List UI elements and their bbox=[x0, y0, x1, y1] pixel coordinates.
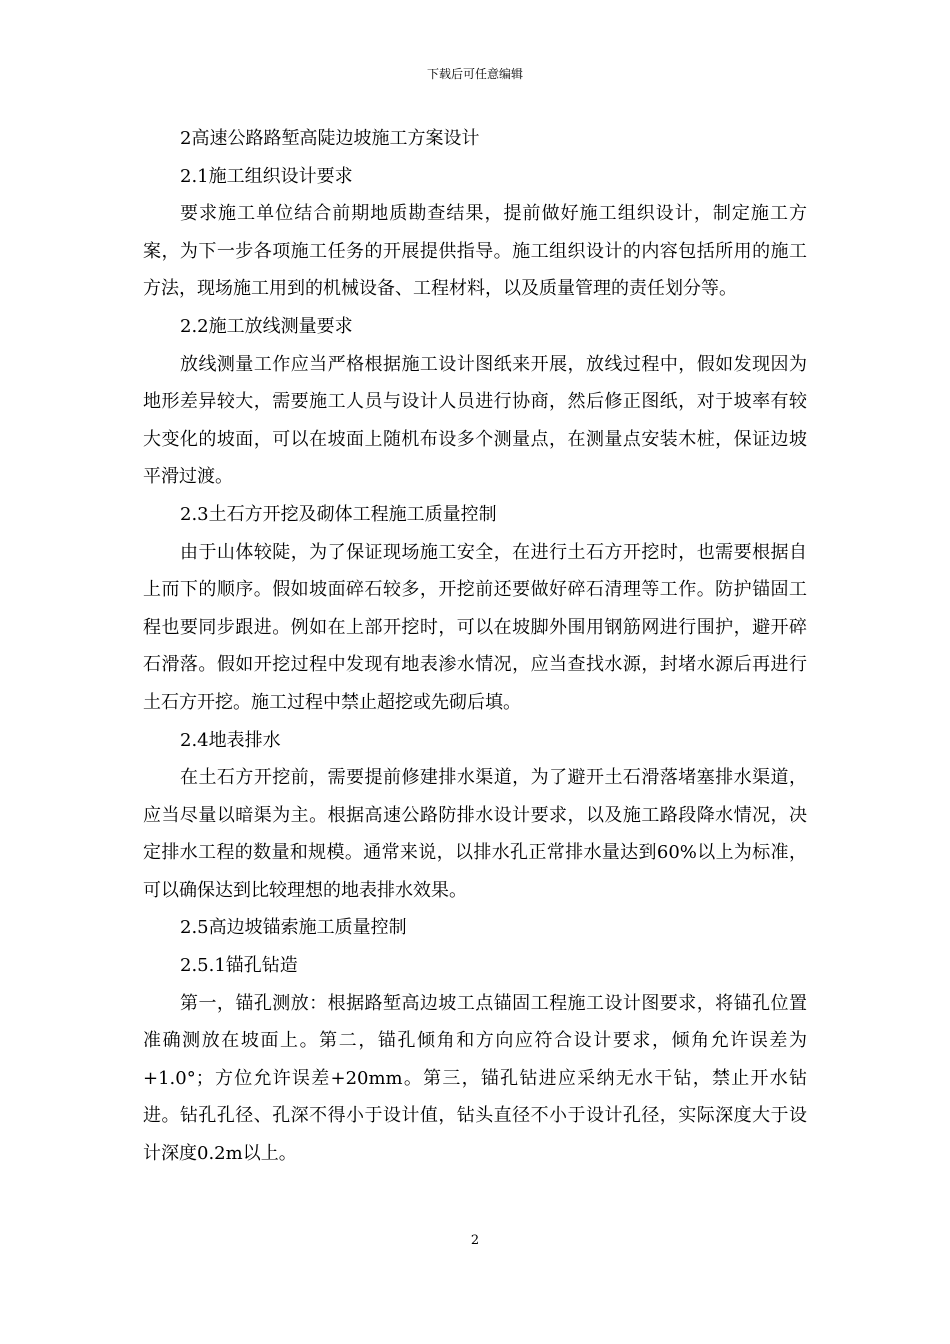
section-heading-2-5: 2.5高边坡锚索施工质量控制 bbox=[180, 917, 407, 939]
paragraph-2-3: 由于山体较陡，为了保证现场施工安全，在进行土石方开挖时，也需要根据自上而下的顺序。假如坡面碎石较多，开挖前还要做好碎石清理等工作。防护锚固工程也要同步跟进。例如在上部开挖时，可以在坡脚外围用钢筋网进行围护，避开碎石滑落。假如开挖过程中发现有地表渗水情况，应当查找水源，封堵水源后再进行土石方开挖。施工过程中禁止超挖或先砌后填。 bbox=[143, 541, 807, 713]
paragraph-2-2: 放线测量工作应当严格根据施工设计图纸来开展，放线过程中，假如发现因为地形差异较大，需要施工人员与设计人员进行协商，然后修正图纸，对于坡率有较大变化的坡面，可以在坡面上随机布设多个测量点，在测量点安装木桩，保证边坡平滑过渡。 bbox=[143, 353, 807, 488]
section-heading-2-4: 2.4地表排水 bbox=[180, 729, 281, 751]
section-heading-2-2: 2.2施工放线测量要求 bbox=[180, 315, 353, 337]
paragraph-2-5-1: 第一，锚孔测放：根据路堑高边坡工点锚固工程施工设计图要求，将锚孔位置准确测放在坡面上。第二，锚孔倾角和方向应符合设计要求，倾角允许误差为+1.0°；方位允许误差+20mm。第三，锚孔钻进应采纳无水干钻，禁止开水钻进。钻孔孔径、孔深不得小于设计值，钻头直径不小于设计孔径，实际深度大于设计深度0.2m以上。 bbox=[143, 992, 807, 1165]
page-header: 下载后可任意编辑 bbox=[426, 67, 523, 81]
paragraph-2-1: 要求施工单位结合前期地质勘查结果，提前做好施工组织设计，制定施工方案，为下一步各项施工任务的开展提供指导。施工组织设计的内容包括所用的施工方法，现场施工用到的机械设备、工程材料，以及质量管理的责任划分等。 bbox=[143, 203, 807, 300]
section-heading-2: 2高速公路路堑高陡边坡施工方案设计 bbox=[180, 128, 480, 149]
section-heading-2-3: 2.3土石方开挖及砌体工程施工质量控制 bbox=[180, 503, 497, 525]
document-body bbox=[143, 120, 807, 1173]
section-heading-2-5-1: 2.5.1锚孔钻造 bbox=[180, 955, 298, 977]
page-number: 2 bbox=[470, 1233, 480, 1248]
paragraph-2-4: 在土石方开挖前，需要提前修建排水渠道，为了避开土石滑落堵塞排水渠道，应当尽量以暗渠为主。根据高速公路防排水设计要求，以及施工路段降水情况，决定排水工程的数量和规模。通常来说，以排水孔正常排水量达到60%以上为标准，可以确保达到比较理想的地表排水效果。 bbox=[143, 767, 807, 901]
section-heading-2-1: 2.1施工组织设计要求 bbox=[180, 165, 353, 187]
